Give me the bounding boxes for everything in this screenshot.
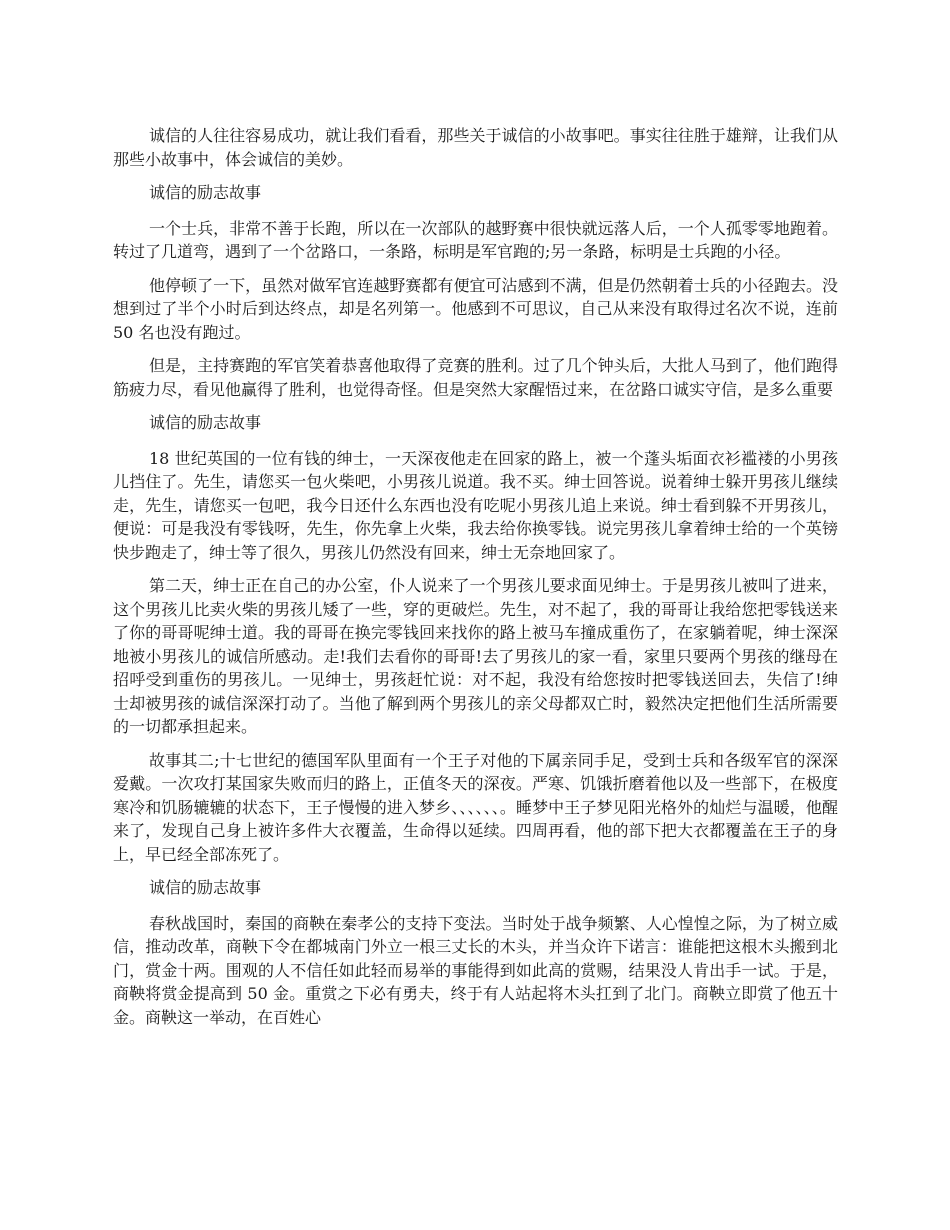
body-paragraph: 18 世纪英国的一位有钱的绅士，一天深夜他走在回家的路上，被一个蓬头垢面衣衫褴褛的小男孩儿挡住了。先生，请您买一包火柴吧，小男孩儿说道。我不买。绅士回答说。说着绅士躲开男孩儿继续走，先生，请您买一包吧，我今日还什么东西也没有吃呢小男孩儿追上来说。绅士看到躲不开男孩儿，便说：可是我没有零钱呀，先生，你先拿上火柴，我去给你换零钱。说完男孩儿拿着绅士给的一个英镑快步跑走了，绅士等了很久，男孩儿仍然没有回来，绅士无奈地回家了。: [113, 448, 838, 562]
body-paragraph: 第二天，绅士正在自己的办公室，仆人说来了一个男孩儿要求面见绅士。于是男孩儿被叫了进来，这个男孩儿比卖火柴的男孩儿矮了一些，穿的更破烂。先生，对不起了，我的哥哥让我给您把零钱送来了你的哥哥呢绅士道。我的哥哥在换完零钱回来找你的路上被马车撞成重伤了，在家躺着呢，绅士深深地被小男孩儿的诚信所感动。走!我们去看你的哥哥!去了男孩儿的家一看，家里只要两个男孩的继母在招呼受到重伤的男孩儿。一见绅士，男孩赶忙说：对不起，我没有给您按时把零钱送回去，失信了!绅士却被男孩的诚信深深打动了。当他了解到两个男孩儿的亲父母都双亡时，毅然决定把他们生活所需要的一切都承担起来。: [113, 576, 838, 736]
body-paragraph: 但是，主持赛跑的军官笑着恭喜他取得了竞赛的胜利。过了几个钟头后，大批人马到了，他们跑得筋疲力尽，看见他赢得了胜利，也觉得奇怪。但是突然大家醒悟过来，在岔路口诚实守信，是多么重要: [113, 356, 838, 399]
document-body: [113, 124, 838, 1039]
intro-paragraph: 诚信的人往往容易成功，就让我们看看，那些关于诚信的小故事吧。事实往往胜于雄辩，让我们从那些小故事中，体会诚信的美妙。: [113, 126, 838, 169]
body-paragraph: 他停顿了一下，虽然对做军官连越野赛都有便宜可沾感到不满，但是仍然朝着士兵的小径跑去。没想到过了半个小时后到达终点，却是名列第一。他感到不可思议，自己从来没有取得过名次不说，连前 50 名也没有跑过。: [113, 275, 838, 342]
body-paragraph: 春秋战国时，秦国的商鞅在秦孝公的支持下变法。当时处于战争频繁、人心惶惶之际，为了树立威信，推动改革，商鞅下令在都城南门外立一根三丈长的木头，并当众许下诺言：谁能把这根木头搬到北门，赏金十两。围观的人不信任如此轻而易举的事能得到如此高的赏赐，结果没人肯出手一试。于是，商鞅将赏金提高到 50 金。重赏之下必有勇夫，终于有人站起将木头扛到了北门。商鞅立即赏了他五十金。商鞅这一举动，在百姓心: [113, 913, 838, 1027]
body-paragraph: 一个士兵，非常不善于长跑，所以在一次部队的越野赛中很快就远落人后，一个人孤零零地跑着。转过了几道弯，遇到了一个岔路口，一条路，标明是军官跑的;另一条路，标明是士兵跑的小径。: [113, 218, 838, 261]
section-heading: 诚信的励志故事: [149, 183, 262, 202]
section-heading: 诚信的励志故事: [149, 878, 262, 897]
body-paragraph: 故事其二;十七世纪的德国军队里面有一个王子对他的下属亲同手足，受到士兵和各级军官的深深爱戴。一次攻打某国家失败而归的路上，正值冬天的深夜。严寒、饥饿折磨着他以及一些部下，在极度寒冷和饥肠辘辘的状态下，王子慢慢的进入梦乡、、、、、、。睡梦中王子梦见阳光格外的灿烂与温暖，他醒来了，发现自己身上被许多件大衣覆盖，生命得以延续。四周再看，他的部下把大衣都覆盖在王子的身上，早已经全部冻死了。: [113, 750, 838, 864]
section-heading: 诚信的励志故事: [149, 413, 262, 432]
